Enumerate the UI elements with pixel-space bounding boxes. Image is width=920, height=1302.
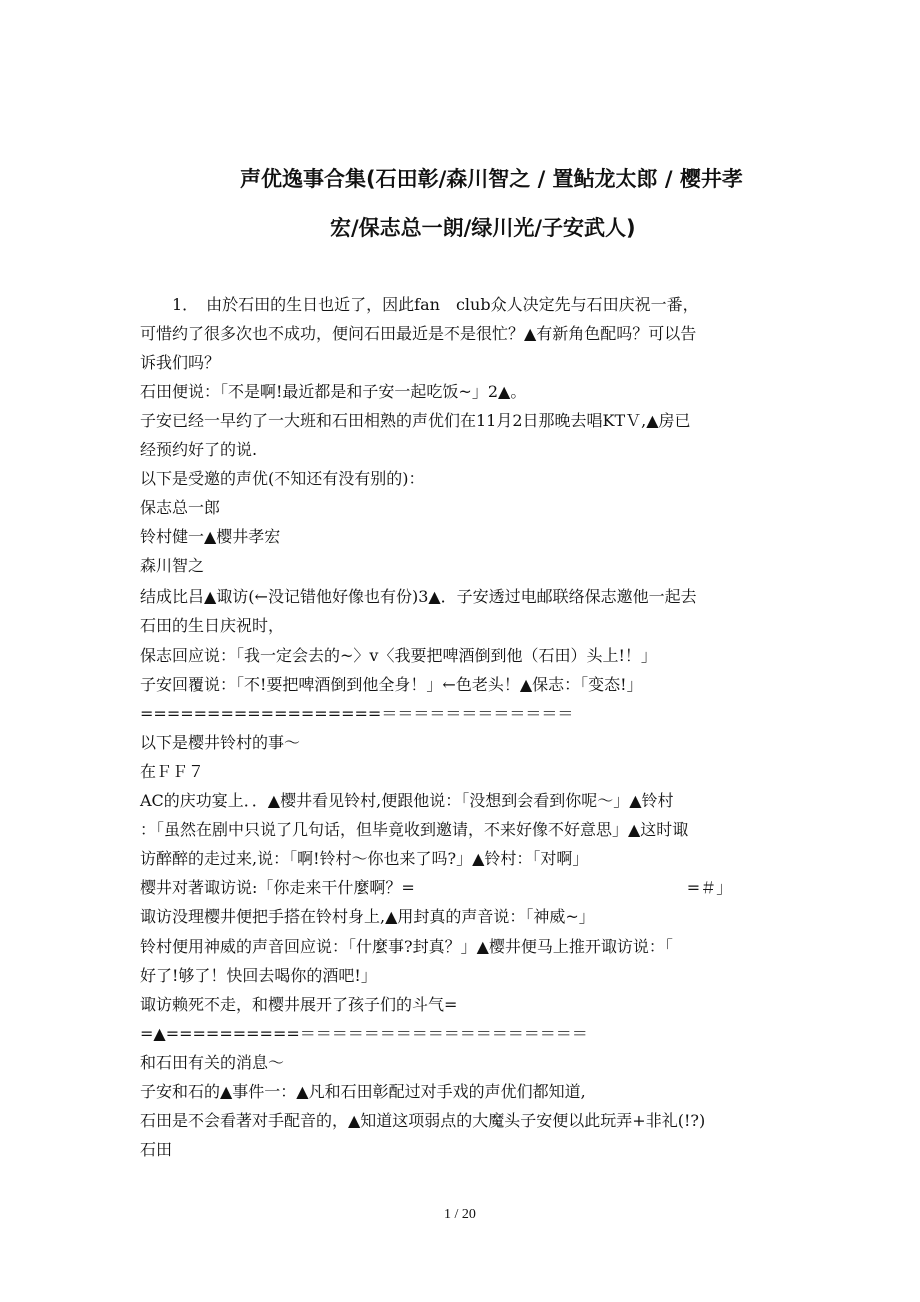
body-line: ：「虽然在剧中只说了几句话，但毕竟收到邀请，不来好像不好意思」▲这时诹 bbox=[140, 820, 689, 839]
body-line: 樱井对著诹访说:「你走来干什麼啊？= =＃」 bbox=[140, 878, 733, 897]
body-line: 在ＦＦ７ bbox=[140, 762, 205, 781]
body-line: AC的庆功宴上．．▲樱井看见铃村,便跟他说：「没想到会看到你呢～」▲铃村 bbox=[140, 791, 674, 810]
body-line: 子安已经一早约了一大班和石田相熟的声优们在11月2日那晚去唱KTＶ,▲房已 bbox=[140, 411, 691, 430]
body-line: 子安回覆说：「不!要把啤酒倒到他全身！」←色老头！▲保志：「变态!」 bbox=[140, 675, 643, 694]
body-line: 石田 bbox=[140, 1140, 173, 1159]
body-line: 子安和石的▲事件一：▲凡和石田彰配过对手戏的声优们都知道, bbox=[140, 1082, 586, 1101]
body-line: 以下是樱井铃村的事～ bbox=[140, 733, 301, 752]
body-line: 铃村健一▲樱井孝宏 bbox=[140, 527, 281, 546]
body-line: 经预约好了的说. bbox=[140, 440, 258, 459]
page-number: 1 / 20 bbox=[444, 1207, 476, 1222]
divider-line: =▲==========＝＝＝＝＝＝＝＝＝＝＝＝＝＝＝＝＝＝ bbox=[140, 1024, 588, 1043]
body-line: 诉我们吗？ bbox=[140, 353, 221, 372]
divider-line: ==================＝＝＝＝＝＝＝＝＝＝＝＝ bbox=[140, 704, 574, 723]
body-line: 访醉醉的走过来,说：「啊!铃村～你也来了吗?」▲铃村：「对啊」 bbox=[140, 849, 589, 868]
body-line: 1． 由於石田的生日也近了，因此fan club众人决定先与石田庆祝一番， bbox=[140, 295, 699, 314]
body-line: 以下是受邀的声优(不知还有没有别的)： bbox=[140, 469, 425, 488]
body-line: 结成比吕▲诹访(←没记错他好像也有份)3▲．子安透过电邮联络保志邀他一起去 bbox=[140, 587, 697, 606]
body-line: 好了!够了！快回去喝你的酒吧!」 bbox=[140, 966, 377, 985]
body-line: 森川智之 bbox=[140, 556, 205, 575]
body-line: 铃村便用神威的声音回应说：「什麼事?封真？」▲樱井便马上推开诹访说：「 bbox=[140, 937, 673, 956]
body-line: 石田便说：「不是啊!最近都是和子安一起吃饭~」2▲。 bbox=[140, 382, 527, 401]
body-line: 石田是不会看著对手配音的，▲知道这项弱点的大魔头子安便以此玩弄+非礼(!?) bbox=[140, 1111, 706, 1130]
body-line: 诹访没理樱井便把手搭在铃村身上,▲用封真的声音说：「神威~」 bbox=[140, 907, 595, 926]
page-title-line-2: 宏/保志总一朗/绿川光/子安武人) bbox=[330, 216, 636, 240]
body-line: 可惜约了很多次也不成功，便问石田最近是不是很忙？▲有新角色配吗？可以告 bbox=[140, 324, 697, 343]
body-line: 保志回应说：「我一定会去的~〉v〈我要把啤酒倒到他（石田）头上!！」 bbox=[140, 646, 657, 665]
body-line: 石田的生日庆祝时， bbox=[140, 616, 285, 635]
body-line: 和石田有关的消息～ bbox=[140, 1053, 285, 1072]
body-line: 诹访赖死不走，和樱井展开了孩子们的斗气= bbox=[140, 995, 458, 1014]
page-title-line-1: 声优逸事合集(石田彰/森川智之 / 置鲇龙太郎 / 樱井孝 bbox=[240, 167, 743, 191]
body-line: 保志总一郎 bbox=[140, 498, 221, 517]
